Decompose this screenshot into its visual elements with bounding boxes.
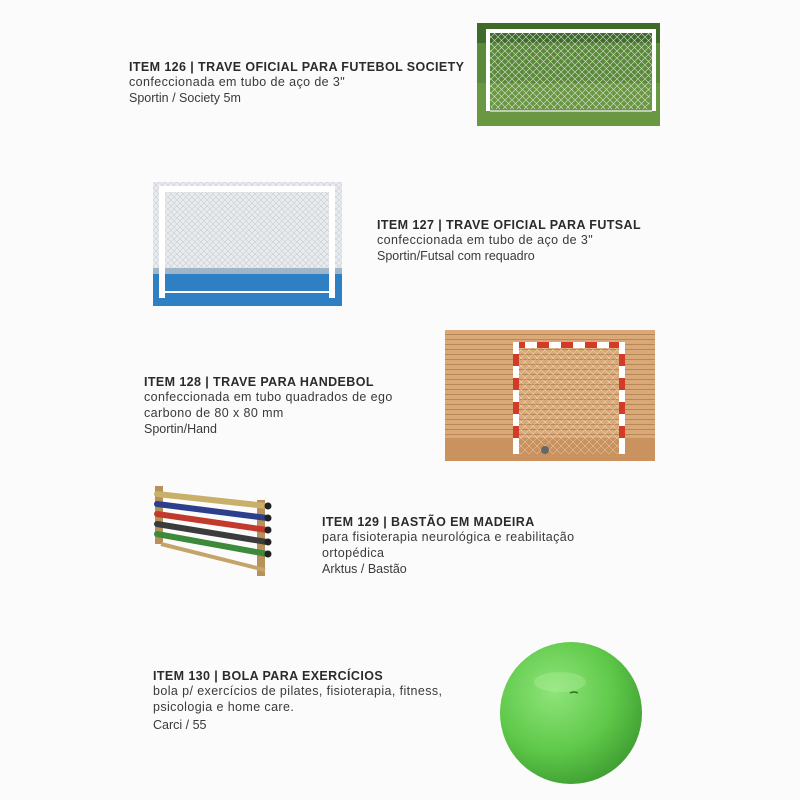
item-title: ITEM 129 | BASTÃO EM MADEIRA [322,515,535,529]
item-brand: Sportin/Futsal com requadro [377,249,535,263]
item-title: ITEM 126 | TRAVE OFICIAL PARA FUTEBOL SOCIETY [129,60,465,74]
item-126 [129,60,464,107]
item-description-line: para fisioterapia neurológica e reabilitação [322,530,575,544]
item-brand: Arktus / Bastão [322,562,407,576]
item-129 [322,515,574,578]
item-description-line: ortopédica [322,546,385,560]
futsal-goal-photo [153,182,342,306]
item-description-line: confeccionada em tubo quadrados de ego [144,390,393,404]
handball-goal-photo [445,330,655,461]
society-goal-photo [477,23,660,126]
item-title: ITEM 130 | BOLA PARA EXERCÍCIOS [153,669,384,683]
item-brand: Carci / 55 [153,718,207,732]
item-title: ITEM 127 | TRAVE OFICIAL PARA FUTSAL [377,218,641,232]
item-130 [153,669,442,734]
item-brand: Sportin/Hand [144,422,217,436]
exercise-ball-photo [498,640,644,786]
item-description-line: confeccionada em tubo de aço de 3" [377,233,594,247]
item-brand: Sportin / Society 5m [129,91,241,105]
wooden-sticks-rack-photo [147,484,274,579]
item-title: ITEM 128 | TRAVE PARA HANDEBOL [144,375,374,389]
item-128 [144,375,393,438]
item-description-line: confeccionada em tubo de aço de 3" [129,75,346,89]
item-127 [377,218,641,265]
item-description-line: bola p/ exercícios de pilates, fisioterapia, fitness, [153,684,443,698]
item-description-line: psicologia e home care. [153,700,295,714]
item-description-line: carbono de 80 x 80 mm [144,406,284,420]
